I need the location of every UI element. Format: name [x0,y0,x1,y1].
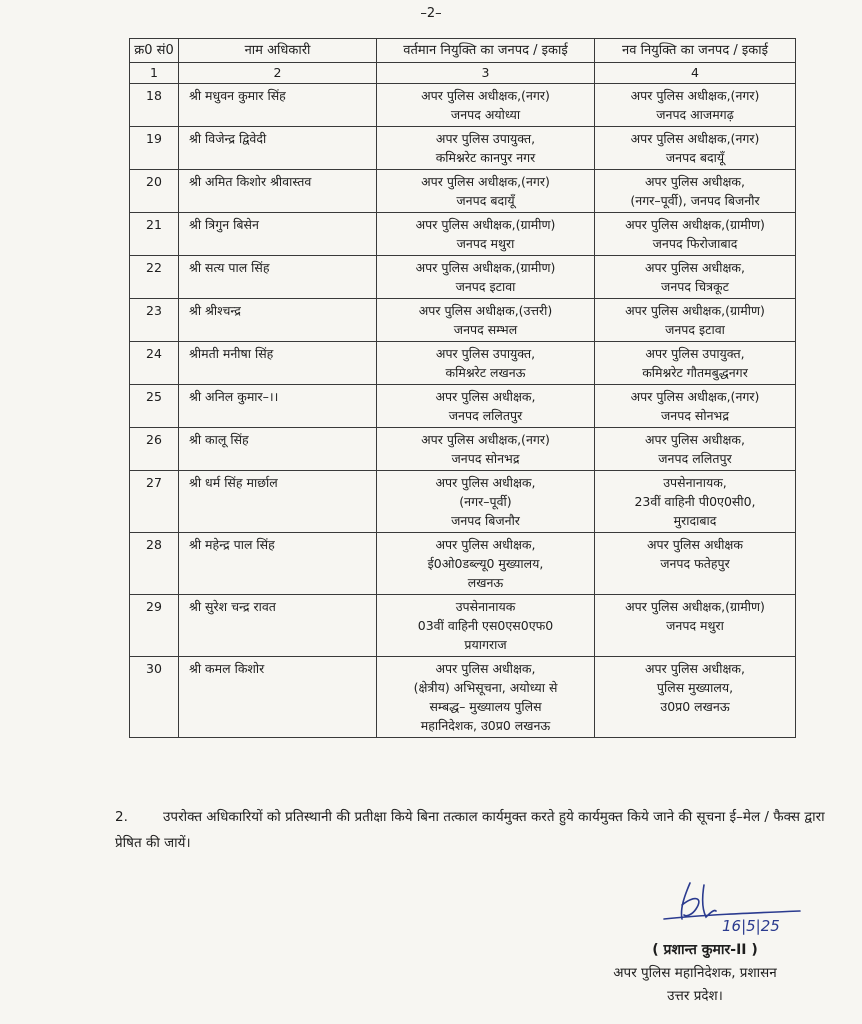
header-row [130,39,796,63]
new-posting-cell: उपसेनानायक, 23वीं वाहिनी पी0ए0सी0, मुरादाबाद [595,471,796,533]
officer-name-cell: श्री मधुवन कुमार सिंह [179,84,377,127]
serial-number-cell: 25 [130,385,179,428]
new-posting-cell: अपर पुलिस अधीक्षक,(ग्रामीण) जनपद मथुरा [595,595,796,657]
serial-number-cell: 28 [130,533,179,595]
page-number: –2– [420,6,442,21]
table-row [130,84,796,127]
officer-name-cell: श्री सत्य पाल सिंह [179,256,377,299]
current-posting-cell: अपर पुलिस उपायुक्त, कमिश्नरेट कानपुर नगर [377,127,595,170]
handwritten-signature [660,875,810,935]
header-officer-name: नाम अधिकारी [179,39,377,63]
new-posting-cell: अपर पुलिस अधीक्षक,(नगर) जनपद आजमगढ़ [595,84,796,127]
table-row [130,533,796,595]
current-posting-cell: अपर पुलिस अधीक्षक, जनपद ललितपुर [377,385,595,428]
column-index: 2 [179,63,377,84]
signatory-state: उत्तर प्रदेश। [667,988,723,1004]
transfer-table [129,38,796,738]
signatory-name: ( प्रशान्त कुमार-II ) [652,942,758,958]
table-row [130,127,796,170]
table-row [130,595,796,657]
officer-name-cell: श्री अनिल कुमार–।। [179,385,377,428]
table-row [130,299,796,342]
serial-number-cell: 29 [130,595,179,657]
new-posting-cell: अपर पुलिस अधीक्षक, जनपद चित्रकूट [595,256,796,299]
serial-number-cell: 26 [130,428,179,471]
current-posting-cell: अपर पुलिस अधीक्षक,(नगर) जनपद अयोध्या [377,84,595,127]
column-index: 1 [130,63,179,84]
column-index: 4 [595,63,796,84]
current-posting-cell: अपर पुलिस अधीक्षक,(ग्रामीण) जनपद मथुरा [377,213,595,256]
paragraph-text: उपरोक्त अधिकारियों को प्रतिस्थानी की प्रतीक्षा किये बिना तत्काल कार्यमुक्त करते हुये कार्यमुक्त किये जाने की सूचना ई–मेल / फैक्स द्वारा प्रेषित की जायें। [115,809,825,851]
current-posting-cell: अपर पुलिस अधीक्षक,(नगर) जनपद सोनभद्र [377,428,595,471]
serial-number-cell: 18 [130,84,179,127]
current-posting-cell: अपर पुलिस अधीक्षक, (नगर–पूर्वी) जनपद बिजनौर [377,471,595,533]
serial-number-cell: 21 [130,213,179,256]
new-posting-cell: अपर पुलिस अधीक्षक, (नगर–पूर्वी), जनपद बिजनौर [595,170,796,213]
new-posting-cell: अपर पुलिस अधीक्षक,(ग्रामीण) जनपद फिरोजाबाद [595,213,796,256]
table-row [130,428,796,471]
table-row [130,170,796,213]
table-row [130,256,796,299]
table-row [130,342,796,385]
table-row [130,657,796,738]
serial-number-cell: 22 [130,256,179,299]
table-row [130,385,796,428]
instruction-paragraph [115,804,830,856]
signatory-designation: अपर पुलिस महानिदेशक, प्रशासन [613,965,777,981]
new-posting-cell: अपर पुलिस अधीक्षक,(नगर) जनपद सोनभद्र [595,385,796,428]
serial-number-cell: 19 [130,127,179,170]
new-posting-cell: अपर पुलिस अधीक्षक, जनपद ललितपुर [595,428,796,471]
officer-name-cell: श्री विजेन्द्र द्विवेदी [179,127,377,170]
new-posting-cell: अपर पुलिस अधीक्षक, पुलिस मुख्यालय, उ0प्र0 लखनऊ [595,657,796,738]
column-index: 3 [377,63,595,84]
header-current-posting: वर्तमान नियुक्ति का जनपद / इकाई [377,39,595,63]
handwritten-date: 16|5|25 [722,917,780,935]
header-new-posting: नव नियुक्ति का जनपद / इकाई [595,39,796,63]
current-posting-cell: अपर पुलिस अधीक्षक, ई0ओ0डब्ल्यू0 मुख्यालय, लखनऊ [377,533,595,595]
new-posting-cell: अपर पुलिस अधीक्षक,(ग्रामीण) जनपद इटावा [595,299,796,342]
officer-name-cell: श्री कालू सिंह [179,428,377,471]
current-posting-cell: अपर पुलिस उपायुक्त, कमिश्नरेट लखनऊ [377,342,595,385]
new-posting-cell: अपर पुलिस उपायुक्त, कमिश्नरेट गौतमबुद्धनगर [595,342,796,385]
new-posting-cell: अपर पुलिस अधीक्षक जनपद फतेहपुर [595,533,796,595]
serial-number-cell: 23 [130,299,179,342]
officer-name-cell: श्री धर्म सिंह मार्छाल [179,471,377,533]
new-posting-cell: अपर पुलिस अधीक्षक,(नगर) जनपद बदायूँ [595,127,796,170]
table-row [130,213,796,256]
signatory-designation-block [540,962,850,1008]
current-posting-cell: उपसेनानायक 03वीं वाहिनी एस0एस0एफ0 प्रयागराज [377,595,595,657]
column-index-row [130,63,796,84]
serial-number-cell: 24 [130,342,179,385]
officer-name-cell: श्री महेन्द्र पाल सिंह [179,533,377,595]
current-posting-cell: अपर पुलिस अधीक्षक,(ग्रामीण) जनपद इटावा [377,256,595,299]
officer-name-cell: श्रीमती मनीषा सिंह [179,342,377,385]
paragraph-number: 2. [115,809,128,825]
officer-name-cell: श्री त्रिगुन बिसेन [179,213,377,256]
current-posting-cell: अपर पुलिस अधीक्षक,(नगर) जनपद बदायूँ [377,170,595,213]
officer-name-cell: श्री अमित किशोर श्रीवास्तव [179,170,377,213]
officer-name-cell: श्री श्रीश्चन्द्र [179,299,377,342]
header-serial: क्र0 सं0 [130,39,179,63]
officer-name-cell: श्री कमल किशोर [179,657,377,738]
officer-name-cell: श्री सुरेश चन्द्र रावत [179,595,377,657]
current-posting-cell: अपर पुलिस अधीक्षक, (क्षेत्रीय) अभिसूचना, अयोध्या से सम्बद्ध– मुख्यालय पुलिस महानिदेशक, उ0प्र0 लखनऊ [377,657,595,738]
serial-number-cell: 30 [130,657,179,738]
table-row [130,471,796,533]
current-posting-cell: अपर पुलिस अधीक्षक,(उत्तरी) जनपद सम्भल [377,299,595,342]
serial-number-cell: 20 [130,170,179,213]
serial-number-cell: 27 [130,471,179,533]
